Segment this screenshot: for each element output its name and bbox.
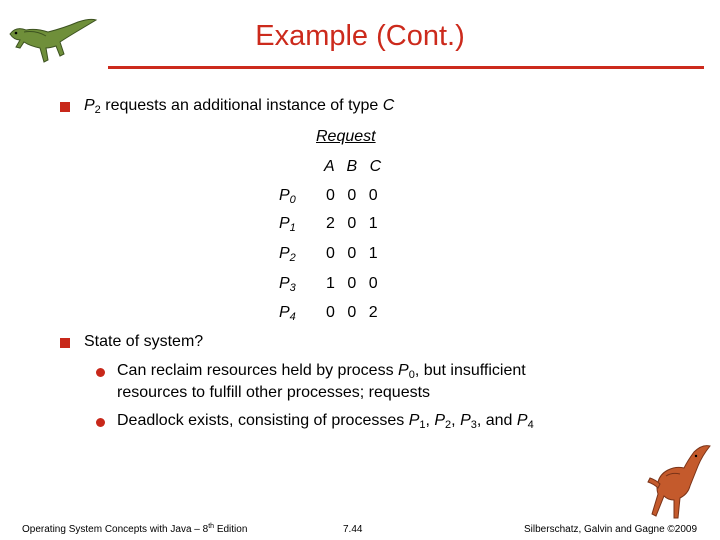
table-row-values: 2 0 1 (326, 215, 382, 232)
page-title: Example (Cont.) (255, 20, 465, 52)
reclaim-text-line2: resources to fulfill other processes; requests (117, 384, 431, 401)
footer-authors: Silberschatz, Galvin and Gagne ©2009 (524, 524, 698, 535)
bullet-text: requests an additional instance of type (100, 97, 383, 114)
process-name: P (84, 97, 95, 114)
round-bullet-icon (96, 418, 105, 427)
table-row-label: $P_4$ (279, 304, 296, 323)
state-question: State of system? (84, 333, 204, 350)
table-row-values: 0 0 0 (326, 187, 382, 204)
table-row-values: 0 0 2 (326, 304, 382, 321)
square-bullet-icon (60, 102, 70, 112)
round-bullet-icon (96, 368, 105, 377)
table-row-values: 0 0 1 (326, 245, 382, 262)
square-bullet-icon (60, 338, 70, 348)
title-divider (108, 66, 704, 69)
reclaim-text-line1: Can reclaim resources held by process $P_0$, but insufficient (117, 362, 526, 381)
table-row-label: $P_2$ (279, 245, 296, 264)
footer-page-number: 7.44 (343, 524, 363, 535)
dinosaur-logo-bottom (636, 440, 716, 522)
footer-book-title: Operating System Concepts with Java – 8th Edition (22, 523, 248, 535)
bullet-request-text (84, 97, 394, 115)
table-row-values: 1 0 0 (326, 275, 382, 292)
request-heading: Request (316, 128, 376, 145)
resource-type: C (382, 97, 395, 114)
deadlock-text: Deadlock exists, consisting of processes $P_1$, $P_2$, $P_3$, and $P_4$ (117, 412, 534, 431)
table-row-label: $P_0$ (279, 187, 296, 206)
table-row-label: $P_3$ (279, 275, 296, 294)
process-subscript: 2 (94, 104, 101, 116)
table-row-label: $P_1$ (279, 215, 296, 234)
resource-columns: A B C (324, 158, 386, 175)
